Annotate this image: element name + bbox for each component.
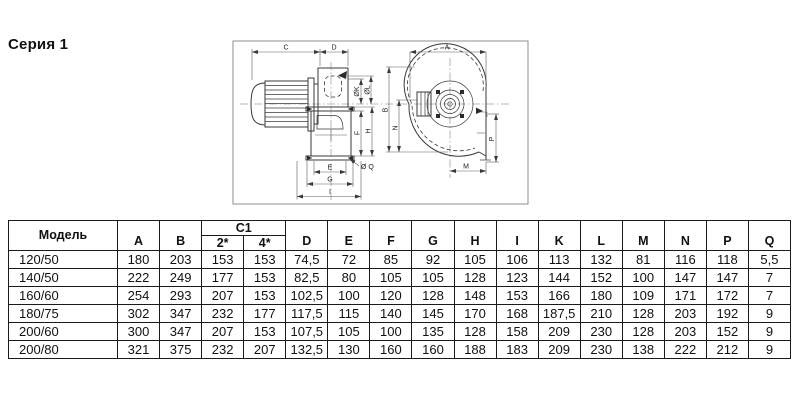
value-cell: 222 <box>118 269 160 287</box>
value-cell: 207 <box>244 341 286 359</box>
value-cell: 5,5 <box>748 251 790 269</box>
model-cell: 120/50 <box>9 251 118 269</box>
value-cell: 118 <box>706 251 748 269</box>
value-cell: 347 <box>160 305 202 323</box>
dim-label-g: G <box>327 176 333 184</box>
value-cell: 9 <box>748 323 790 341</box>
side-view <box>251 45 375 201</box>
col-header-q: Q <box>748 221 790 251</box>
value-cell: 105 <box>412 269 454 287</box>
value-cell: 207 <box>202 323 244 341</box>
value-cell: 209 <box>538 341 580 359</box>
value-cell: 147 <box>664 269 706 287</box>
col-header-i: I <box>496 221 538 251</box>
value-cell: 293 <box>160 287 202 305</box>
col-header-d: D <box>286 221 328 251</box>
dimensions-table <box>8 220 791 359</box>
value-cell: 120 <box>370 287 412 305</box>
value-cell: 170 <box>454 305 496 323</box>
col-header-c1-4: 4* <box>244 236 286 251</box>
dim-label-n: N <box>392 125 400 131</box>
value-cell: 80 <box>328 269 370 287</box>
value-cell: 147 <box>706 269 748 287</box>
value-cell: 153 <box>244 251 286 269</box>
value-cell: 7 <box>748 269 790 287</box>
col-header-f: F <box>370 221 412 251</box>
table-row <box>9 251 791 269</box>
table-row <box>9 287 791 305</box>
value-cell: 123 <box>496 269 538 287</box>
dim-label-m: M <box>463 163 469 171</box>
col-header-g: G <box>412 221 454 251</box>
value-cell: 116 <box>664 251 706 269</box>
value-cell: 192 <box>706 305 748 323</box>
value-cell: 180 <box>580 287 622 305</box>
inlet-opening-dashed <box>325 76 342 97</box>
dim-label-h: H <box>365 128 373 134</box>
value-cell: 9 <box>748 341 790 359</box>
dim-label-ol: ØL <box>364 85 372 95</box>
value-cell: 152 <box>580 269 622 287</box>
dim-label-oq: Ø Q <box>361 164 374 171</box>
col-header-b: B <box>160 221 202 251</box>
value-cell: 102,5 <box>286 287 328 305</box>
value-cell: 117,5 <box>286 305 328 323</box>
value-cell: 232 <box>202 341 244 359</box>
value-cell: 158 <box>496 323 538 341</box>
value-cell: 138 <box>622 341 664 359</box>
value-cell: 128 <box>622 323 664 341</box>
col-header-p: P <box>706 221 748 251</box>
value-cell: 210 <box>580 305 622 323</box>
value-cell: 153 <box>244 269 286 287</box>
value-cell: 145 <box>412 305 454 323</box>
dim-label-f: F <box>354 130 362 136</box>
value-cell: 113 <box>538 251 580 269</box>
value-cell: 180 <box>118 251 160 269</box>
value-cell: 100 <box>328 287 370 305</box>
value-cell: 209 <box>538 323 580 341</box>
value-cell: 140 <box>370 305 412 323</box>
value-cell: 81 <box>622 251 664 269</box>
col-header-model: Модель <box>9 221 118 251</box>
value-cell: 212 <box>706 341 748 359</box>
value-cell: 105 <box>454 251 496 269</box>
value-cell: 132 <box>580 251 622 269</box>
model-cell: 160/60 <box>9 287 118 305</box>
col-header-e: E <box>328 221 370 251</box>
value-cell: 203 <box>160 251 202 269</box>
value-cell: 300 <box>118 323 160 341</box>
value-cell: 152 <box>706 323 748 341</box>
value-cell: 115 <box>328 305 370 323</box>
dim-label-b: B <box>382 107 390 113</box>
value-cell: 7 <box>748 287 790 305</box>
value-cell: 222 <box>664 341 706 359</box>
value-cell: 375 <box>160 341 202 359</box>
value-cell: 207 <box>202 287 244 305</box>
value-cell: 203 <box>664 305 706 323</box>
value-cell: 177 <box>202 269 244 287</box>
value-cell: 135 <box>412 323 454 341</box>
value-cell: 249 <box>160 269 202 287</box>
header-row-1 <box>9 221 791 236</box>
value-cell: 9 <box>748 305 790 323</box>
value-cell: 232 <box>202 305 244 323</box>
value-cell: 254 <box>118 287 160 305</box>
value-cell: 100 <box>622 269 664 287</box>
value-cell: 321 <box>118 341 160 359</box>
value-cell: 153 <box>244 287 286 305</box>
value-cell: 74,5 <box>286 251 328 269</box>
value-cell: 100 <box>370 323 412 341</box>
col-header-m: M <box>622 221 664 251</box>
drawing-frame <box>233 41 528 204</box>
table-row <box>9 305 791 323</box>
col-header-c1-group: C1 <box>202 221 286 236</box>
mounting-plate <box>306 107 354 111</box>
outlet-inner-detail <box>317 116 343 130</box>
value-cell: 72 <box>328 251 370 269</box>
value-cell: 82,5 <box>286 269 328 287</box>
value-cell: 187,5 <box>538 305 580 323</box>
value-cell: 203 <box>664 323 706 341</box>
dim-label-e: E <box>327 164 333 172</box>
value-cell: 171 <box>664 287 706 305</box>
col-header-l: L <box>580 221 622 251</box>
model-cell: 180/75 <box>9 305 118 323</box>
value-cell: 153 <box>244 323 286 341</box>
dim-label-a: A <box>444 44 450 52</box>
value-cell: 347 <box>160 323 202 341</box>
col-header-c1-2: 2* <box>202 236 244 251</box>
value-cell: 128 <box>454 269 496 287</box>
value-cell: 183 <box>496 341 538 359</box>
table-row <box>9 323 791 341</box>
value-cell: 166 <box>538 287 580 305</box>
value-cell: 128 <box>412 287 454 305</box>
dim-label-i: I <box>329 189 331 196</box>
col-header-n: N <box>664 221 706 251</box>
value-cell: 105 <box>370 269 412 287</box>
dim-label-ok: ØK <box>354 86 361 97</box>
value-cell: 92 <box>412 251 454 269</box>
value-cell: 128 <box>622 305 664 323</box>
value-cell: 160 <box>370 341 412 359</box>
value-cell: 188 <box>454 341 496 359</box>
value-cell: 109 <box>622 287 664 305</box>
page-title: Серия 1 <box>8 36 69 53</box>
col-header-h: H <box>454 221 496 251</box>
value-cell: 85 <box>370 251 412 269</box>
value-cell: 144 <box>538 269 580 287</box>
dim-label-c: C <box>283 44 289 52</box>
bottom-plate <box>306 156 354 160</box>
value-cell: 153 <box>202 251 244 269</box>
value-cell: 107,5 <box>286 323 328 341</box>
value-cell: 230 <box>580 323 622 341</box>
col-header-k: K <box>538 221 580 251</box>
value-cell: 172 <box>706 287 748 305</box>
value-cell: 128 <box>454 323 496 341</box>
front-view <box>383 44 500 178</box>
table-row <box>9 341 791 359</box>
col-header-a: A <box>118 221 160 251</box>
value-cell: 105 <box>328 323 370 341</box>
dim-label-d: D <box>331 44 337 52</box>
value-cell: 168 <box>496 305 538 323</box>
value-cell: 302 <box>118 305 160 323</box>
value-cell: 177 <box>244 305 286 323</box>
value-cell: 148 <box>454 287 496 305</box>
value-cell: 160 <box>412 341 454 359</box>
model-cell: 140/50 <box>9 269 118 287</box>
model-cell: 200/60 <box>9 323 118 341</box>
table-row <box>9 269 791 287</box>
motor-fins <box>265 86 308 122</box>
value-cell: 153 <box>496 287 538 305</box>
value-cell: 130 <box>328 341 370 359</box>
dim-label-p: P <box>489 136 496 142</box>
model-cell: 200/80 <box>9 341 118 359</box>
value-cell: 106 <box>496 251 538 269</box>
value-cell: 230 <box>580 341 622 359</box>
value-cell: 132,5 <box>286 341 328 359</box>
